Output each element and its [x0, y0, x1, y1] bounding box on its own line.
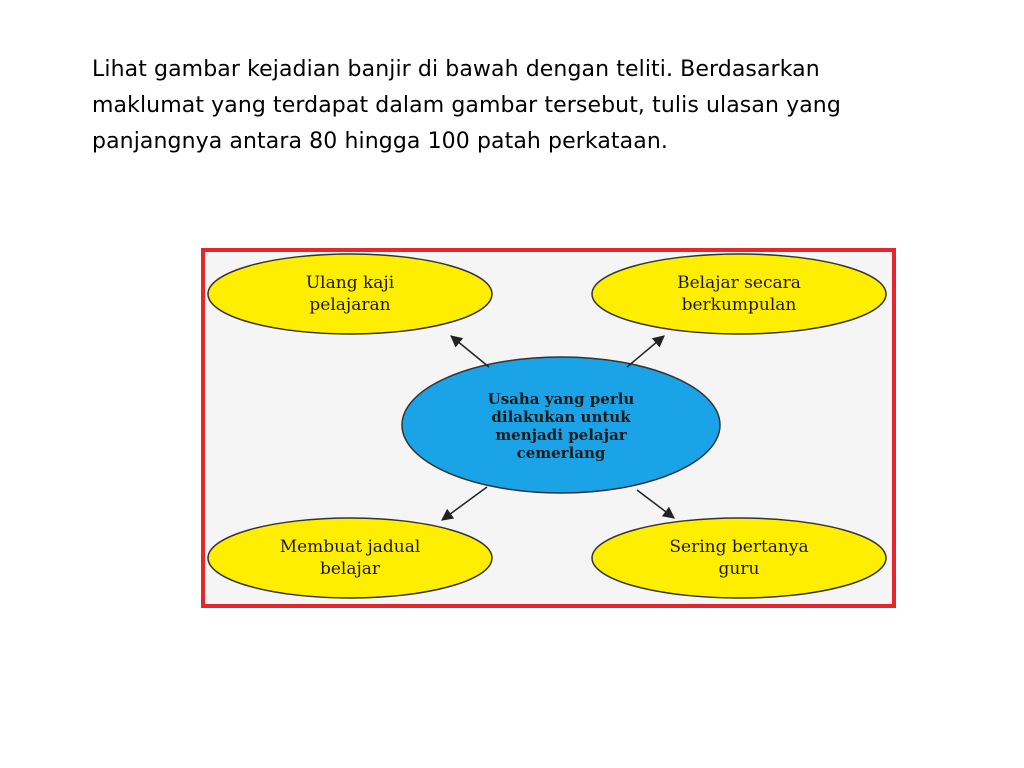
node-belajar-berkumpulan-line-2: berkumpulan: [681, 295, 797, 315]
node-belajar-berkumpulan-line-1: Belajar secara: [677, 273, 801, 293]
instruction-line-2: maklumat yang terdapat dalam gambar tersebut, tulis ulasan yang: [92, 93, 841, 118]
arrow-to-bottom-left: [442, 487, 487, 520]
arrow-to-bottom-right: [637, 490, 674, 518]
center-node: [402, 357, 720, 493]
instruction-text: [92, 52, 952, 160]
node-membuat-jadual-line-1: Membuat jadual: [279, 537, 421, 557]
arrow-to-top-right: [627, 336, 664, 367]
center-node-line-3: menjadi pelajar: [495, 426, 627, 444]
node-ulang-kaji-line-2: pelajaran: [309, 295, 391, 315]
node-membuat-jadual: [208, 518, 492, 598]
node-sering-bertanya-line-1: Sering bertanya: [669, 537, 809, 557]
center-node-line-4: cemerlang: [516, 444, 606, 462]
instruction-line-1: Lihat gambar kejadian banjir di bawah dengan teliti. Berdasarkan: [92, 57, 820, 82]
instruction-line-3: panjangnya antara 80 hingga 100 patah perkataan.: [92, 129, 668, 154]
center-node-line-1: Usaha yang perlu: [487, 390, 635, 408]
mind-map-svg: [205, 252, 892, 604]
mind-map-diagram: [201, 248, 896, 608]
node-membuat-jadual-line-2: belajar: [319, 559, 381, 579]
node-ulang-kaji-line-1: Ulang kaji: [305, 273, 395, 293]
node-belajar-berkumpulan: [592, 254, 886, 334]
node-sering-bertanya-line-2: guru: [718, 559, 760, 579]
node-sering-bertanya: [592, 518, 886, 598]
node-ulang-kaji: [208, 254, 492, 334]
arrow-to-top-left: [451, 336, 489, 367]
center-node-line-2: dilakukan untuk: [491, 408, 631, 426]
